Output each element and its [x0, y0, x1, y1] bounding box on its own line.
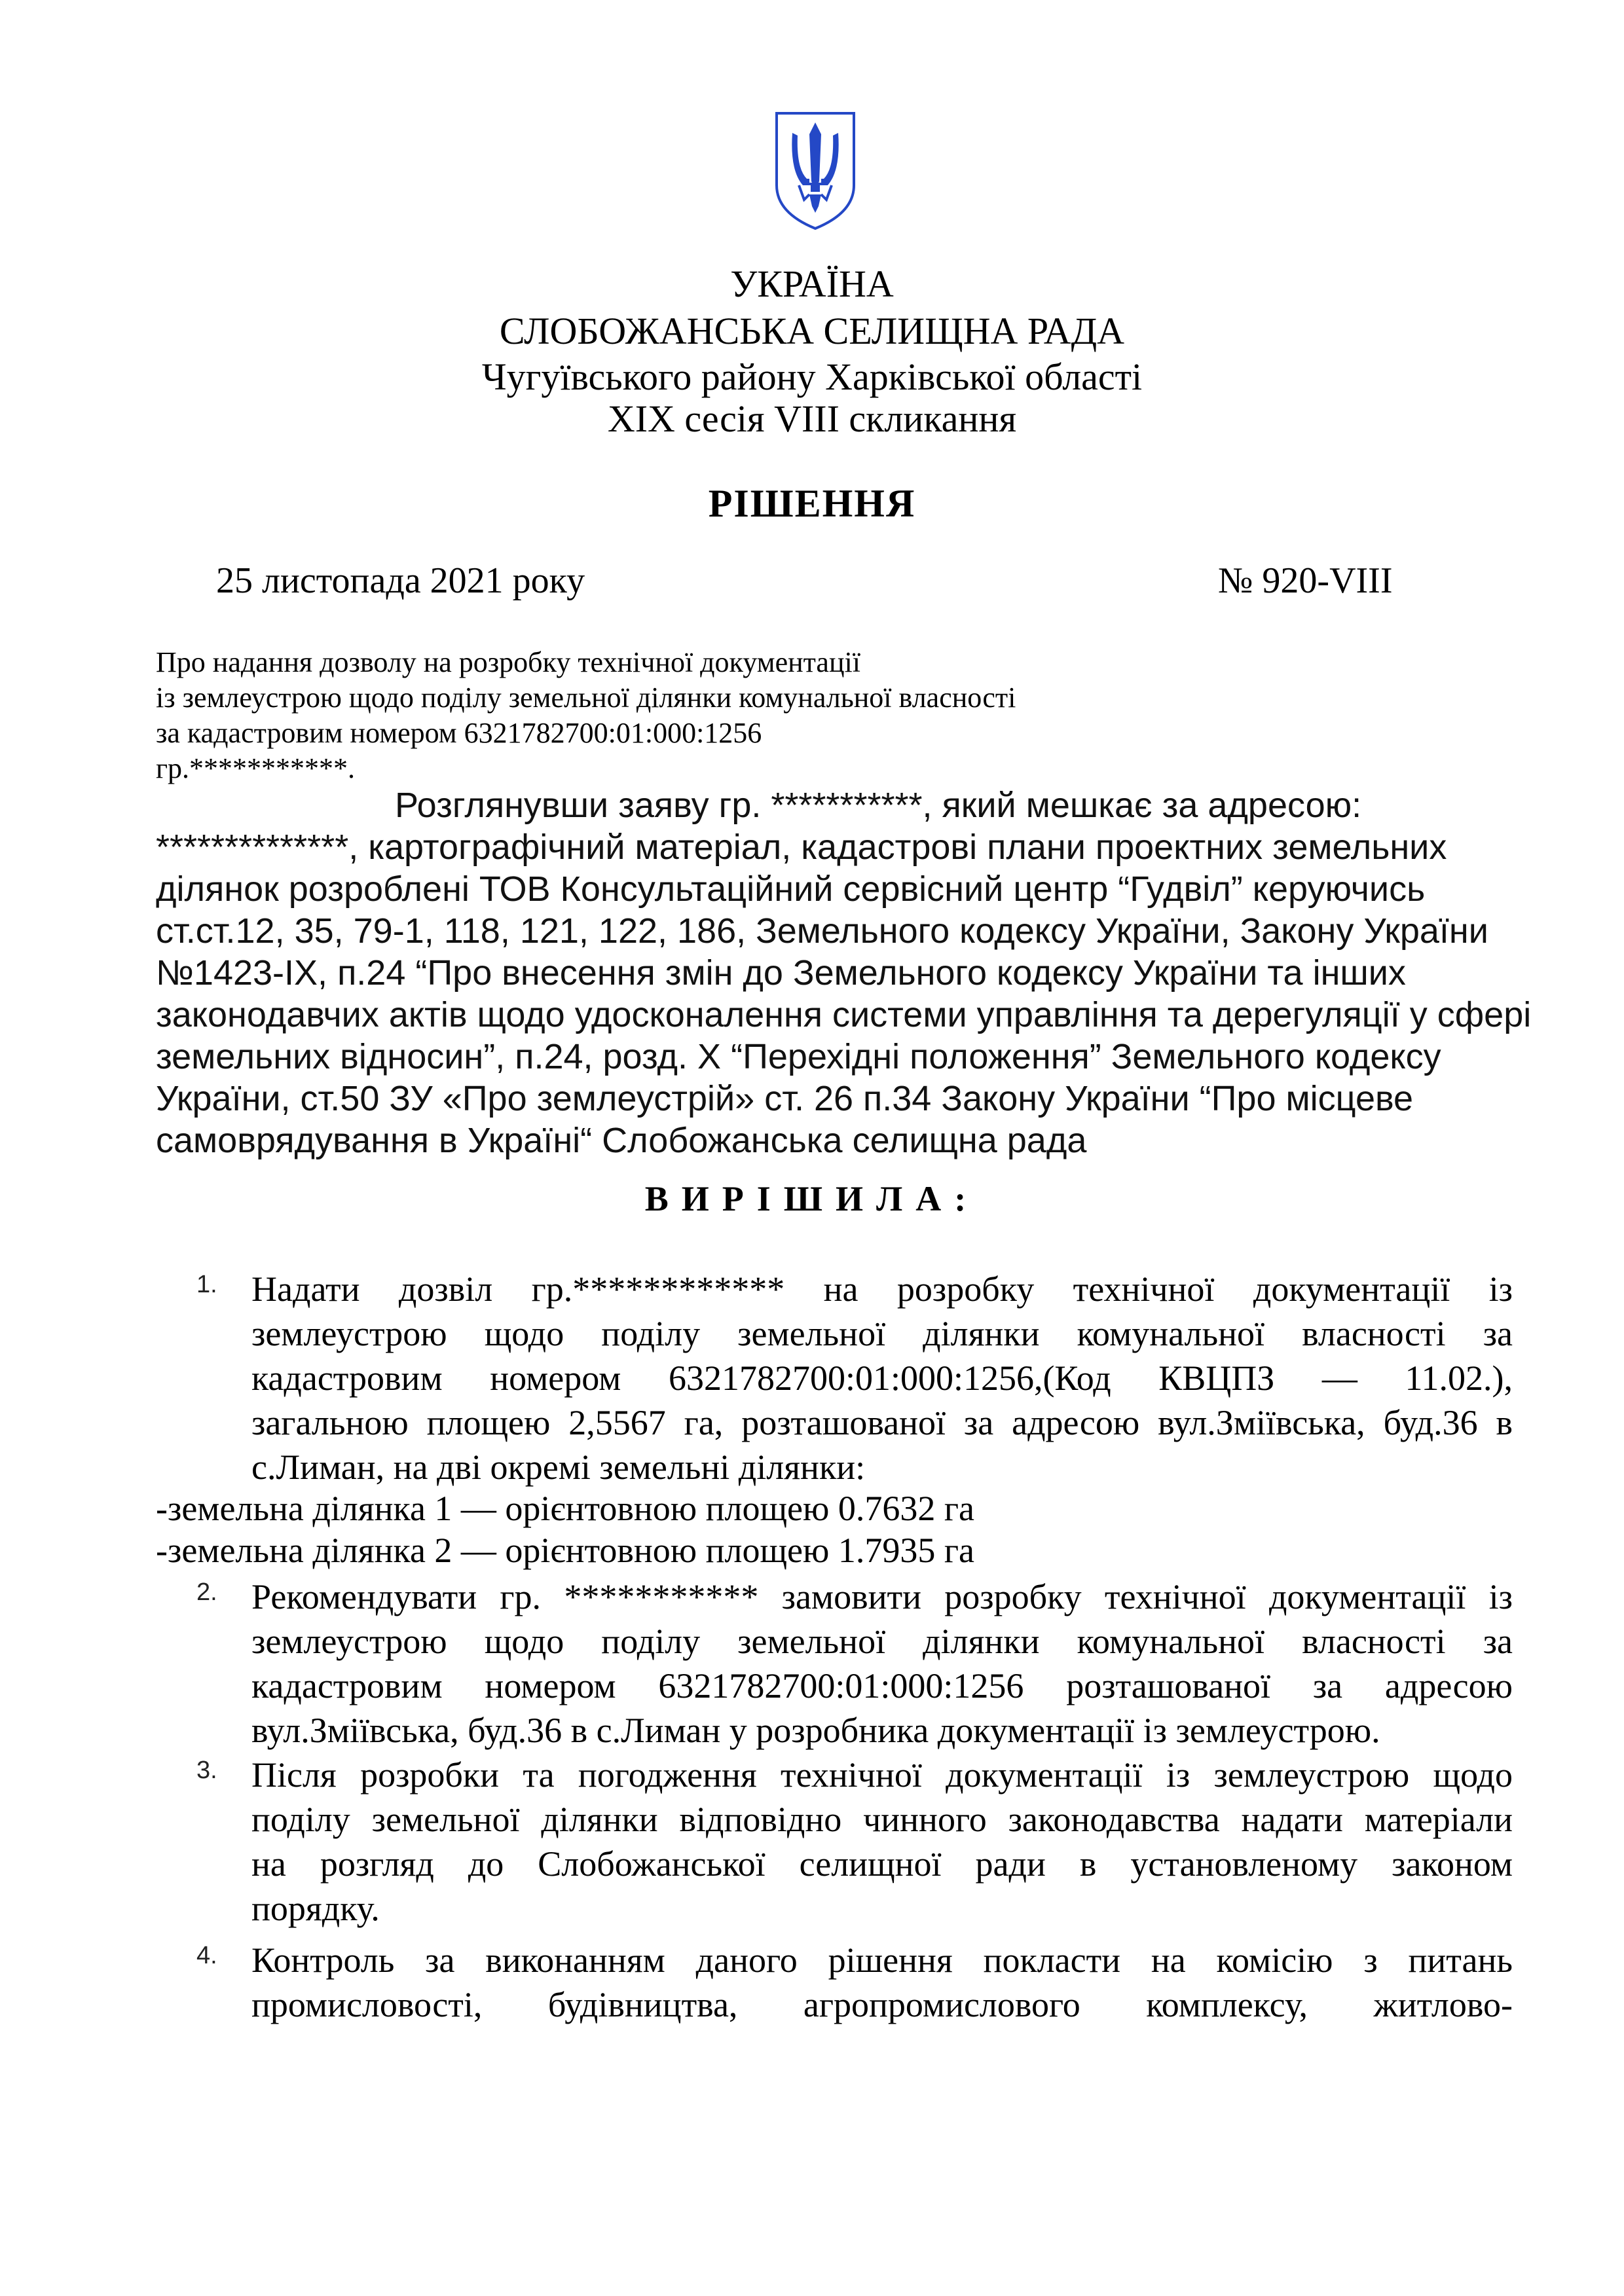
item-number: 1.	[196, 1271, 217, 1298]
document-title: РІШЕННЯ	[708, 482, 916, 525]
district-name: Чугуївського району Харківської області	[481, 355, 1143, 398]
session-info: XIX сесія VIII скликання	[607, 397, 1017, 440]
item-line: промисловості, будівництва, агропромислового комплексу, житлово-	[251, 1985, 1513, 2024]
subject-line: Про надання дозволу на розробку технічної документації	[156, 646, 860, 678]
preamble-line: земельних відносин”, п.24, розд. X “Перехідні положення” Земельного кодексу	[156, 1037, 1441, 1076]
item-line: Надати дозвіл гр.************ на розробку технічної документації із	[251, 1269, 1513, 1309]
item-line: на розгляд до Слобожанської селищної ради в установленому законом	[251, 1844, 1513, 1884]
item-text	[251, 1753, 1513, 1931]
item-line: Рекомендувати гр. *********** замовити розробку технічної документації із	[251, 1577, 1513, 1616]
preamble	[156, 784, 1532, 1161]
preamble-line: України, ст.50 ЗУ «Про землеустрій» ст. 26 п.34 Закону України “Про місцеве	[156, 1079, 1414, 1118]
preamble-line: самоврядування в Україні“ Слобожанська селищна рада	[156, 1121, 1087, 1160]
preamble-line: **************, картографічний матеріал, кадастрові плани проектних земельних	[156, 828, 1447, 867]
subject-line: за кадастровим номером 6321782700:01:000:1256	[156, 717, 762, 749]
item-line: Після розробки та погодження технічної документації із землеустрою щодо	[251, 1755, 1513, 1795]
decision-number: № 920-VIII	[1218, 560, 1393, 601]
subject-line: гр.***********.	[156, 752, 356, 784]
plot-line: -земельна ділянка 2 — орієнтовною площею 1.7935 га	[156, 1531, 974, 1570]
item-line: кадастровим номером 6321782700:01:000:1256,(Код КВЦПЗ — 11.02.),	[251, 1358, 1513, 1398]
item-number: 2.	[196, 1578, 217, 1606]
item-text	[251, 1575, 1513, 1753]
preamble-line: Розглянувши заяву гр. ***********, який мешкає за адресою:	[395, 786, 1362, 825]
item-number: 3.	[196, 1757, 217, 1784]
plot-line: -земельна ділянка 1 — орієнтовною площею 0.7632 га	[156, 1489, 974, 1528]
preamble-line: ділянок розроблені ТОВ Консультаційний сервісний центр “Гудвіл” керуючись	[156, 869, 1426, 909]
coat-of-arms-icon	[773, 108, 858, 232]
item-line: землеустрою щодо поділу земельної ділянки комунальної власності за	[251, 1314, 1513, 1353]
item-line: загальною площею 2,5567 га, розташованої за адресою вул.Зміївська, буд.36 в	[251, 1403, 1513, 1442]
subject-line: із землеустрою щодо поділу земельної ділянки комунальної власності	[156, 682, 1016, 714]
item-line: вул.Зміївська, буд.36 в с.Лиман у розробника документації із землеустрою.	[251, 1711, 1380, 1750]
item-line: поділу земельної ділянки відповідно чинного законодавства надати матеріали	[251, 1800, 1513, 1839]
item-line: кадастровим номером 6321782700:01:000:1256 розташованої за адресою	[251, 1666, 1513, 1705]
country-name: УКРАЇНА	[730, 263, 894, 305]
decision-date: 25 листопада 2021 року	[216, 560, 585, 601]
preamble-line: ст.ст.12, 35, 79-1, 118, 121, 122, 186, Земельного кодексу України, Закону України	[156, 911, 1488, 951]
council-name: СЛОБОЖАНСЬКА СЕЛИЩНА РАДА	[499, 310, 1125, 352]
item-text	[251, 1938, 1513, 2027]
item-line: порядку.	[251, 1889, 380, 1928]
item-number: 4.	[196, 1942, 217, 1969]
item-line: землеустрою щодо поділу земельної ділянки комунальної власності за	[251, 1622, 1513, 1661]
item-text	[251, 1267, 1513, 1489]
preamble-line: законодавчих актів щодо удосконалення системи управління та дерегуляції у сфері	[156, 995, 1532, 1034]
preamble-line: №1423-IX, п.24 “Про внесення змін до Земельного кодексу України та інших	[156, 953, 1406, 993]
decision-subject	[156, 645, 1204, 786]
decided-heading: ВИРІШИЛА:	[644, 1179, 980, 1218]
item-line: с.Лиман, на дві окремі земельні ділянки:	[251, 1448, 866, 1487]
item-line: Контроль за виконанням даного рішення покласти на комісію з питань	[251, 1941, 1513, 1980]
